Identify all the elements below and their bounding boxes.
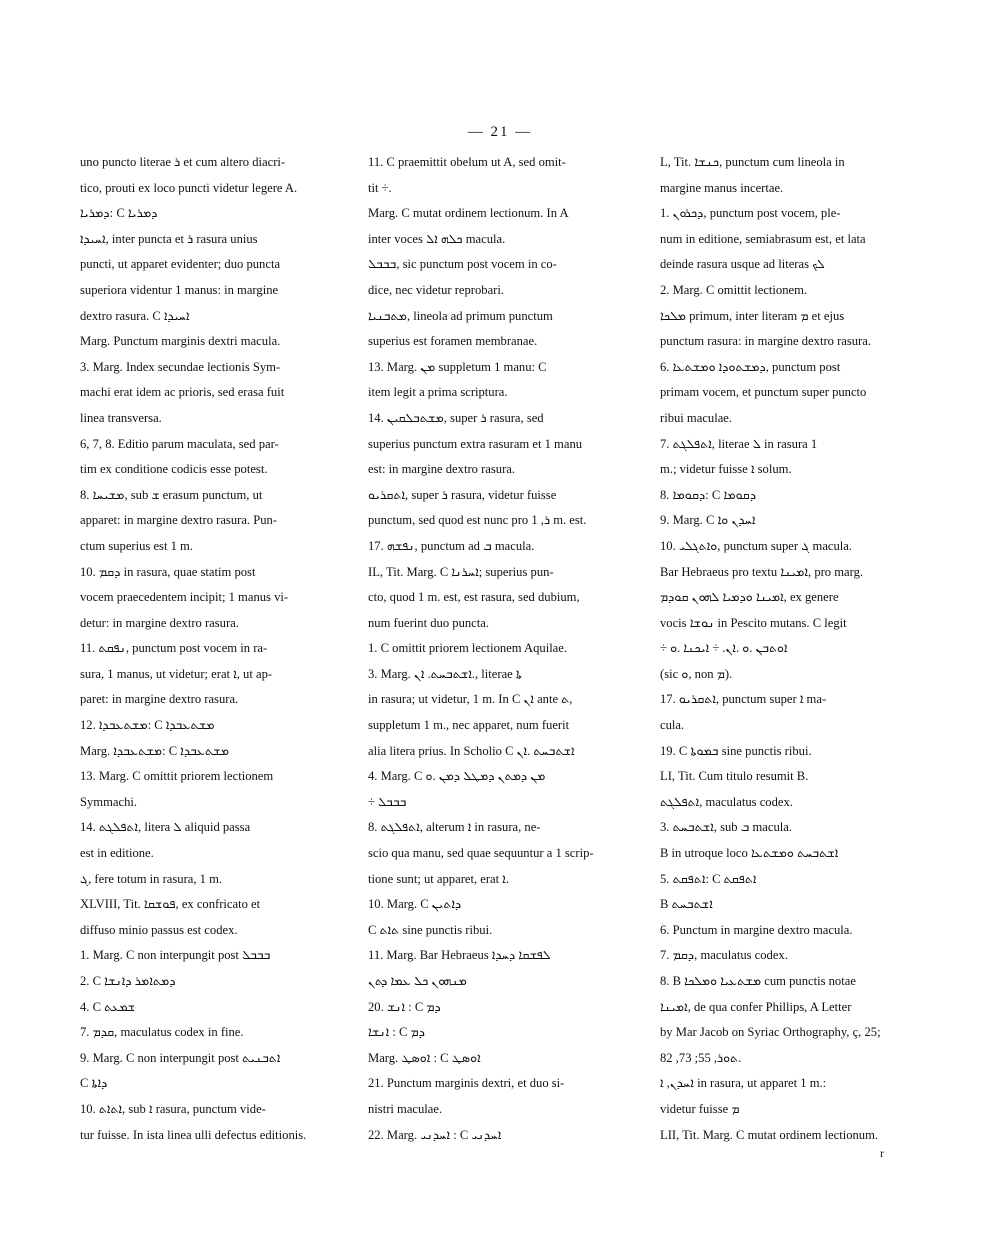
text-line: ribui maculae. [660, 410, 733, 425]
text-line: vocis ܢܘܫܐ in Pescito mutans. C legit [660, 615, 847, 630]
text-line: 13. Marg. C omittit priorem lectionem [80, 769, 274, 784]
text-line: ܡܢܗܘܢ ܟܠ ܥܡܐ ܕܬܢ [368, 974, 467, 988]
text-line: ܐܚܝܕܐ, inter puncta et ܪ rasura unius [80, 231, 258, 246]
text-line: dice, nec videtur reprobari. [368, 282, 505, 297]
text-line: Marg. ܡܫܬܥܒܕܐ: C ܡܫܬܥܒܕܐ [80, 743, 229, 758]
text-line: 3. ܐܫܬܒܚܬ, sub ܒ macula. [660, 820, 793, 835]
text-line: tit ÷. [368, 180, 392, 195]
text-line: 11. ܢܦܩܬ, punctum post vocem in ra- [80, 641, 268, 656]
text-line: 19. C ܒܡܘܬܐ sine punctis ribui. [660, 743, 812, 758]
text-line: dextro rasura. C ܐܚܝܕܐ [80, 308, 190, 323]
text-line: 8. ܡܫܝܚܐ, sub ܫ erasum punctum, ut [80, 487, 263, 502]
stray-mark: r [880, 1146, 884, 1160]
text-line: ctum superius est 1 m. [80, 538, 193, 553]
text-line: 4. Marg. C ܡܢ ܕܡܬܢ ܕܡܛܠ ܕܡܢ .ܘ [368, 769, 546, 784]
text-line: ܡܠܟܐ primum, inter literam ܡ et ejus [660, 308, 845, 323]
text-line: superiora videntur 1 manus: in margine [80, 282, 279, 297]
text-line: tione sunt; ut apparet, erat ܐ. [368, 871, 509, 886]
text-line: 17. ܢܦܫܗ, punctum ad ܒ macula. [368, 538, 535, 553]
text-line: machi erat idem ac prioris, sed erasa fuit [80, 385, 285, 400]
text-line: deinde rasura usque ad literas ܠܟ [660, 257, 825, 272]
text-line: alia litera prius. In Scholio C ܐܫܬܒܚܬ .ܐܢ [368, 743, 575, 758]
text-line: 7. ܩܕܡ, maculatus codex in fine. [80, 1025, 244, 1040]
text-line: 6, 7, 8. Editio parum maculata, sed par- [80, 436, 279, 451]
text-line: 11. Marg. Bar Hebraeus ܠܦܫܩܐ ܕܚܕܐ [368, 948, 551, 963]
text-line: ܬܘܪ, 55; 73, 82. [660, 1050, 742, 1065]
text-line: 2. C ܕܡܬܐܡܪ ܕܐܢܫܐ [80, 974, 176, 988]
text-line: 13. Marg. ܡܢ suppletum 1 manu: C [368, 359, 547, 374]
column-left [80, 150, 342, 1148]
text-line: ܐܢܫܐ : C ܕܡ [368, 1025, 425, 1040]
text-line: diffuso minio passus est codex. [80, 922, 238, 937]
text-line: C ܬܐܬ sine punctis ribui. [368, 922, 493, 937]
text-line: suppletum 1 m., nec apparet, num fuerit [368, 718, 570, 733]
text-line: ܒܒܒܠ, sic punctum post vocem in co- [368, 257, 557, 272]
text-line: 1. ܕܟܪܘܢ, punctum post vocem, ple- [660, 206, 841, 221]
text-line: uno puncto literae ܪ et cum altero diacri- [80, 155, 286, 169]
text-line: cula. [660, 718, 685, 733]
text-line: puncti, ut apparet evidenter; duo puncta [80, 257, 281, 272]
text-line: 8. ܐܬܦܠܓܬ, alterum ܐ in rasura, ne- [368, 820, 541, 835]
text-line: item legit a prima scriptura. [368, 385, 508, 400]
text-line: 11. C praemittit obelum ut A, sed omit- [368, 155, 566, 169]
text-line: Marg. ܐܘܣܛ : C ܐܘܣܛ [368, 1050, 481, 1065]
column-middle [368, 150, 630, 1148]
text-line: Marg. Punctum marginis dextri macula. [80, 334, 281, 349]
text-line: 7. ܐܬܦܠܓܬ, literae ܠ in rasura 1 [660, 436, 818, 451]
text-line: by Mar Jacob on Syriac Orthography, ç, 25; [660, 1025, 881, 1040]
text-line: est in editione. [80, 846, 154, 861]
text-line: ܐܬܩܪܝܘ, super ܪ rasura, videtur fuisse [368, 487, 557, 502]
text-line: 8. B ܡܫܬܥܝܐ ܘܡܠܟܐ cum punctis notae [660, 974, 856, 988]
text-line: ܐܚܕܢ, ܐ in rasura, ut apparet 1 m.: [660, 1076, 827, 1091]
text-line: 6. ܕܡܫܬܘܕܐ ܘܡܫܬܥܐ, punctum post [660, 359, 841, 374]
text-line: videtur fuisse ܡ [660, 1101, 740, 1116]
text-line: 9. Marg. C ܐܚܕܢ ܘܐ [660, 513, 756, 528]
text-line: superius punctum extra rasuram et 1 manu [368, 436, 583, 451]
text-line: 10. ܐܬܐܬ, sub ܐ rasura, punctum vide- [80, 1101, 266, 1116]
text-line: 9. Marg. C non interpungit post ܐܬܒܢܝܬ [80, 1050, 281, 1065]
text-line: 10. Marg. C ܕܐܬܝܢ [368, 897, 462, 912]
text-line: primam vocem, et punctum super puncto [660, 385, 867, 400]
text-line: tur fuisse. In ista linea ulli defectus editionis. [80, 1127, 307, 1142]
text-line: tico, prouti ex loco puncti videtur legere A. [80, 180, 298, 195]
text-line: detur: in margine dextro rasura. [80, 615, 239, 630]
text-line: ܐܡܝܢܐ ܘܕܡܝܐ ܠܗܘܢ ܩܘܕܡ, ex genere [660, 590, 839, 605]
text-line: sura, 1 manus, ut videtur; erat ܐ, ut ap- [80, 666, 273, 681]
text-line: C ܕܐܬܐ [80, 1076, 108, 1091]
text-line: 22. Marg. ܐܚܕܢܝ : C ܐܚܕܢܝ [368, 1127, 502, 1142]
text-line: (sic ܘ, non ܡ). [660, 666, 733, 681]
text-line: num in editione, semiabrasum est, et lata [660, 231, 866, 246]
text-line: est: in margine dextro rasura. [368, 462, 515, 477]
text-line: ÷ ܐܘܬܒܢ .ܘ .ܐܢ. ÷ ܐܝܟܢܐ .ܘ [660, 641, 788, 656]
text-line: in rasura; ut videtur, 1 m. In C ܐܢ ante ܬ, [368, 692, 573, 707]
text-line: 6. Punctum in margine dextro macula. [660, 922, 853, 937]
text-line: 14. ܡܫܬܒܠܩܝܢ, super ܪ rasura, sed [368, 410, 544, 425]
text-line: 14. ܐܬܦܠܓܬ, litera ܠ aliquid passa [80, 820, 251, 835]
text-line: B in utroque loco ܐܫܬܒܚܬ ܘܡܫܬܥܐ [660, 846, 839, 861]
text-line: inter voces ܟܠܗ ܐܠ macula. [368, 231, 506, 246]
text-line: cto, quod 1 m. est, est rasura, sed dubium, [368, 590, 580, 605]
text-line: punctum, sed quod est nunc pro ܪ, 1 m. est. [368, 513, 587, 528]
text-line: ܕܡܪܝܐ: C ܕܡܪܝܐ [80, 206, 158, 221]
text-line: Marg. C mutat ordinem lectionum. In A [368, 206, 569, 221]
text-line: vocem praecedentem incipit; 1 manus vi- [80, 590, 289, 605]
text-line: ÷ ܒܒܒܠ [368, 794, 407, 809]
column-right [660, 150, 928, 1148]
text-line: Bar Hebraeus pro textu ܐܡܝܢܐ, pro marg. [660, 564, 864, 579]
text-line: num fuerint duo puncta. [368, 615, 490, 630]
text-line: 7. ܕܩܡ, maculatus codex. [660, 948, 788, 963]
text-line: B ܐܫܬܒܚܬ [660, 897, 713, 912]
text-line: 10. ܘܐܬܓܠܝ, punctum super ܓ macula. [660, 538, 853, 553]
text-line: superius est foramen membranae. [368, 334, 538, 349]
text-line: L, Tit. ܟܢܫܐ, punctum cum lineola in [660, 155, 845, 169]
text-line: 4. C ܫܡܥܬ [80, 999, 136, 1014]
text-line: 20. ܐܢܫ : C ܕܡ [368, 999, 441, 1014]
text-line: ܐܡܝܢܐ, de qua confer Phillips, A Letter [660, 999, 852, 1014]
text-line: apparet: in margine dextro rasura. Pun- [80, 513, 278, 528]
text-line: 3. Marg. ܐܫܬܒܚܬ. ܐܢ., literae ܬܐ [368, 666, 522, 681]
text-line: XLVIII, Tit. ܦܘܫܩܐ, ex confricato et [80, 897, 261, 912]
text-line: 3. Marg. Index secundae lectionis Sym- [80, 359, 281, 374]
text-line: ܓ, fere totum in rasura, 1 m. [80, 871, 223, 886]
text-line: 17. ܐܬܩܪܝܘ, punctum super ܐ ma- [660, 692, 827, 707]
page-number: — 21 — [467, 124, 533, 140]
text-line: 1. Marg. C non interpungit post ܒܒܒܠ [80, 948, 271, 963]
text-line: ܡܬܒܢܝܐ, lineola ad primum punctum [368, 308, 553, 323]
text-line: LII, Tit. Marg. C mutat ordinem lectionum. [660, 1127, 879, 1142]
text-line: paret: in margine dextro rasura. [80, 692, 239, 707]
text-line: ܐܬܦܠܓܬ, maculatus codex. [660, 794, 793, 809]
text-line: 21. Punctum marginis dextri, et duo si- [368, 1076, 565, 1091]
text-line: margine manus incertae. [660, 180, 784, 195]
text-line: 1. C omittit priorem lectionem Aquilae. [368, 641, 568, 656]
text-line: 12. ܡܫܬܥܒܕܐ: C ܡܫܬܥܒܕܐ [80, 718, 215, 733]
text-line: linea transversa. [80, 410, 162, 425]
text-line: tim ex conditione codicis esse potest. [80, 462, 268, 477]
text-line: nistri maculae. [368, 1101, 443, 1116]
text-line: IL, Tit. Marg. C ܐܚܪܢܐ; superius pun- [368, 564, 554, 579]
text-line: m.; videtur fuisse ܐ solum. [660, 462, 792, 477]
text-line: 2. Marg. C omittit lectionem. [660, 282, 808, 297]
text-line: Symmachi. [80, 794, 138, 809]
text-line: scio qua manu, sed quae sequuntur a 1 scrip- [368, 846, 594, 861]
text-line: 5. ܐܬܦܩܬ: C ܐܬܦܩܬ [660, 871, 757, 886]
text-line: 10. ܕܩܡ in rasura, quae statim post [80, 564, 256, 579]
text-line: LI, Tit. Cum titulo resumit B. [660, 769, 809, 784]
text-line: 8. ܕܩܘܡܐ: C ܕܩܘܡܐ [660, 487, 757, 502]
text-line: punctum rasura: in margine dextro rasura. [660, 334, 871, 349]
